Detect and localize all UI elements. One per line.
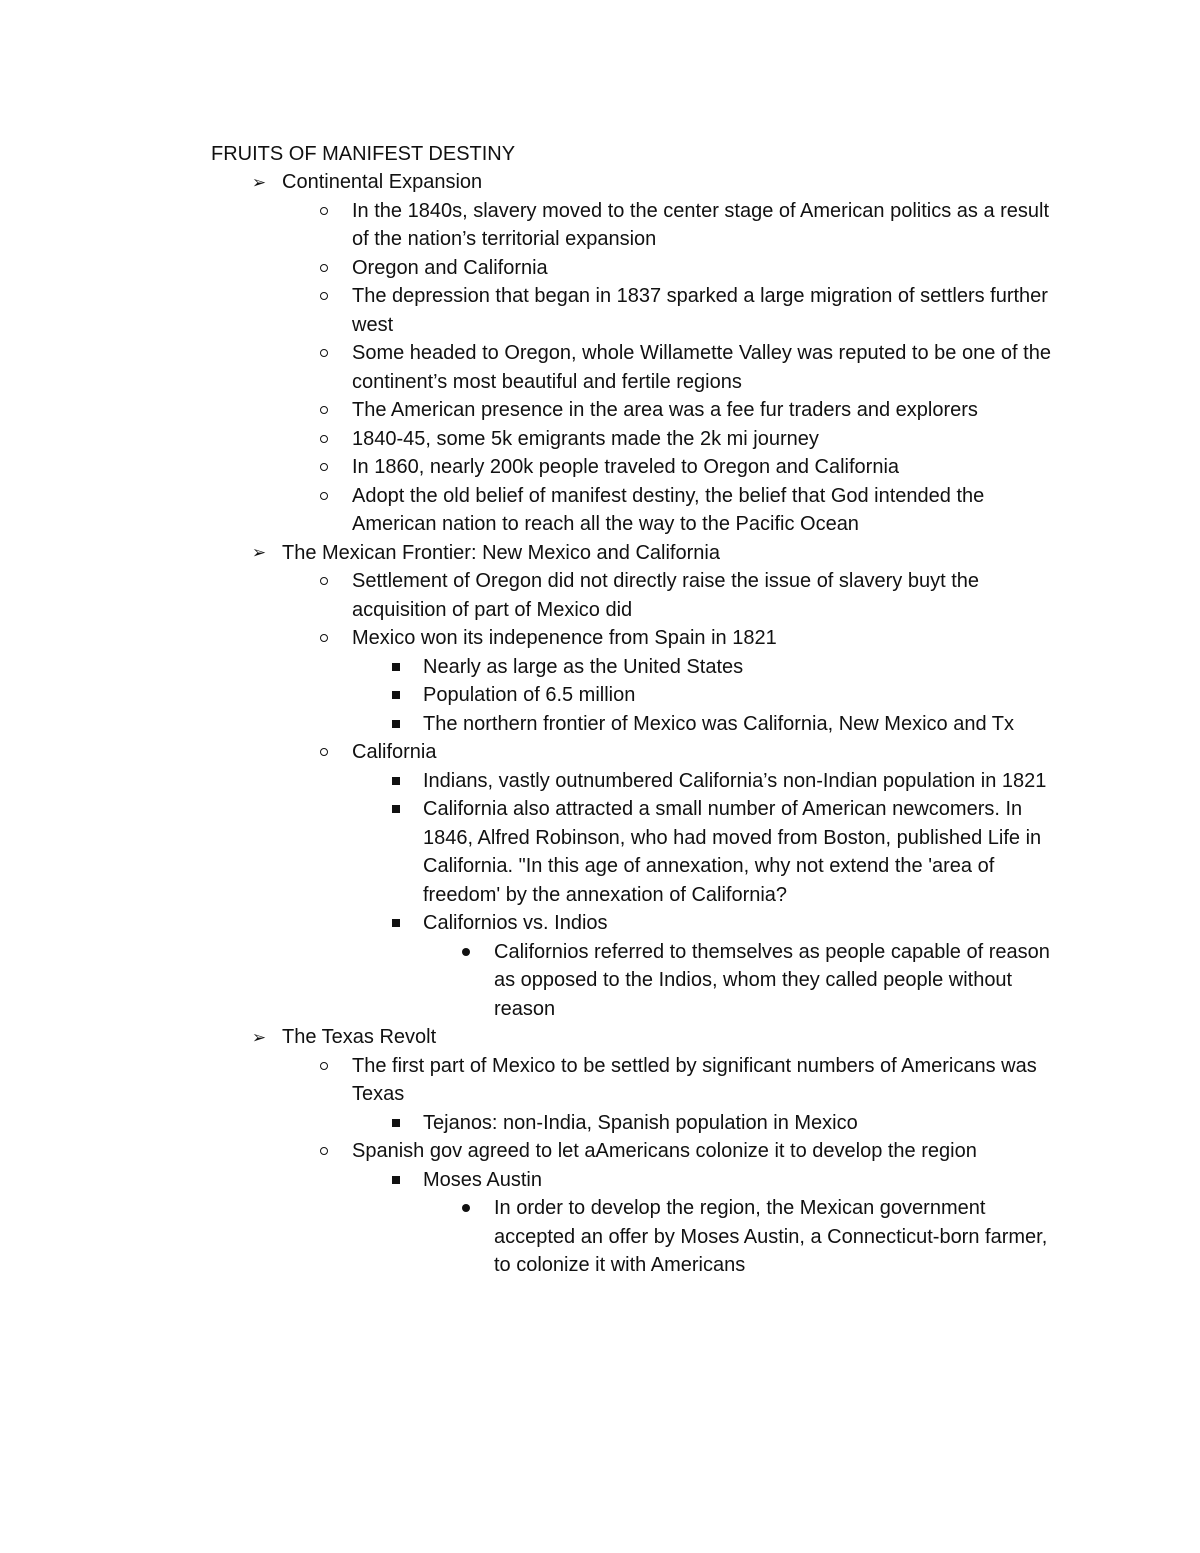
hollow-circle-bullet-icon <box>312 396 336 425</box>
outline-item-level-3 <box>0 653 1053 682</box>
hollow-circle-bullet-icon <box>312 567 336 596</box>
outline-item-level-2 <box>0 254 1052 283</box>
outline-item-text: In the 1840s, slavery moved to the center stage of American politics as a result of the nation’s territorial expansion <box>352 199 1050 250</box>
outline-item-level-2 <box>0 425 1052 454</box>
outline-item-level-2 <box>0 624 1052 653</box>
hollow-circle-bullet-icon <box>312 624 336 653</box>
outline-item-text: California <box>352 741 437 763</box>
hollow-circle-bullet-icon <box>312 282 336 311</box>
outline-item-level-2 <box>0 738 1052 767</box>
arrow-bullet-icon: ➢ <box>251 1027 267 1047</box>
square-bullet-icon <box>384 681 408 710</box>
outline-item-text: The depression that began in 1837 sparked a large migration of settlers further west <box>352 285 1048 336</box>
outline-item-text: Spanish gov agreed to let aAmericans colonize it to develop the region <box>352 1140 977 1162</box>
outline-item-text: Nearly as large as the United States <box>423 655 744 678</box>
square-bullet-icon <box>384 795 408 824</box>
dot-bullet-icon <box>454 1194 478 1223</box>
outline-item-text: The first part of Mexico to be settled by significant numbers of Americans was Texas <box>352 1054 1037 1105</box>
outline-item-text: Moses Austin <box>423 1168 542 1191</box>
outline-item-level-2 <box>0 396 1052 425</box>
outline-item-text: In 1860, nearly 200k people traveled to Oregon and California <box>352 456 900 478</box>
outline-item-level-3 <box>0 1109 1053 1138</box>
outline-item-level-3 <box>0 795 1053 909</box>
outline-item-level-3 <box>0 909 1053 938</box>
square-bullet-icon <box>384 1109 408 1138</box>
outline-item-level-3 <box>0 1166 1053 1195</box>
dot-bullet-icon <box>454 938 478 967</box>
outline-item-text: 1840-45, some 5k emigrants made the 2k mi journey <box>352 427 819 450</box>
outline-item-level-3 <box>0 681 1053 710</box>
outline-item-level-2 <box>0 453 1052 482</box>
outline-item-level-2 <box>0 339 1052 396</box>
arrow-bullet-icon: ➢ <box>251 172 267 192</box>
outline-item-level-3 <box>0 710 1053 739</box>
outline-item-level-2 <box>0 482 1052 539</box>
outline-item-text: Californios referred to themselves as people capable of reason as opposed to the Indios, whom they called people without reason <box>494 940 1050 1020</box>
hollow-circle-bullet-icon <box>312 482 336 511</box>
hollow-circle-bullet-icon <box>312 197 336 226</box>
arrow-bullet-icon: ➢ <box>251 543 267 563</box>
outline-item-level-2 <box>0 567 1052 624</box>
outline-item-level-2 <box>0 1052 1052 1109</box>
hollow-circle-bullet-icon <box>312 1052 336 1081</box>
outline-list <box>0 168 1200 1280</box>
document-title: FRUITS OF MANIFEST DESTINY <box>211 143 516 165</box>
outline-item-text: Oregon and California <box>352 256 548 279</box>
outline-item-level-2 <box>0 1137 1052 1166</box>
outline-item-level-2 <box>0 197 1052 254</box>
square-bullet-icon <box>384 909 408 938</box>
outline-item-text: Some headed to Oregon, whole Willamette Valley was reputed to be one of the continent’s most beautiful and fertile regions <box>352 342 1051 393</box>
outline-item-level-2 <box>0 282 1052 339</box>
outline-item-text: The American presence in the area was a fee fur traders and explorers <box>352 399 978 421</box>
outline-item-level-4 <box>0 938 1054 1024</box>
outline-item-text: Population of 6.5 million <box>423 684 636 706</box>
square-bullet-icon <box>384 767 408 796</box>
outline-item-text: Adopt the old belief of manifest destiny, the belief that God intended the American nation to reach all the way to the Pacific Ocean <box>352 484 985 535</box>
square-bullet-icon <box>384 1166 408 1195</box>
outline-item-text: In order to develop the region, the Mexican government accepted an offer by Moses Austin, a Connecticut-born farmer, to colonize it with Americans <box>494 1197 1048 1276</box>
outline-item-text: Settlement of Oregon did not directly raise the issue of slavery buyt the acquisition of part of Mexico did <box>352 570 979 621</box>
hollow-circle-bullet-icon <box>312 425 336 454</box>
square-bullet-icon <box>384 710 408 739</box>
outline-item-text: The Texas Revolt <box>282 1026 437 1048</box>
outline-item-level-3 <box>0 767 1053 796</box>
outline-item-text: The Mexican Frontier: New Mexico and California <box>282 541 720 564</box>
square-bullet-icon <box>384 653 408 682</box>
outline-item-text: California also attracted a small number of American newcomers. In 1846, Alfred Robinson, who had moved from Boston, published Life in California. "In this age of annexation, why not extend the 'area of freedom' by the annexation of California? <box>423 798 1042 906</box>
hollow-circle-bullet-icon <box>312 1137 336 1166</box>
outline-item-text: Mexico won its indepenence from Spain in 1821 <box>352 627 777 649</box>
outline-item-text: Californios vs. Indios <box>423 912 608 934</box>
hollow-circle-bullet-icon <box>312 738 336 767</box>
outline-item-text: The northern frontier of Mexico was California, New Mexico and Tx <box>423 712 1014 735</box>
outline-item-text: Tejanos: non-India, Spanish population in Mexico <box>423 1111 858 1134</box>
outline-item-level-1 <box>0 1023 1062 1052</box>
outline-item-text: Continental Expansion <box>282 171 483 193</box>
hollow-circle-bullet-icon <box>312 254 336 283</box>
hollow-circle-bullet-icon <box>312 339 336 368</box>
outline-item-level-1 <box>0 168 1062 197</box>
hollow-circle-bullet-icon <box>312 453 336 482</box>
outline-item-text: Indians, vastly outnumbered California’s non-Indian population in 1821 <box>423 769 1047 792</box>
outline-item-level-4 <box>0 1194 1054 1280</box>
outline-item-level-1 <box>0 539 1062 568</box>
